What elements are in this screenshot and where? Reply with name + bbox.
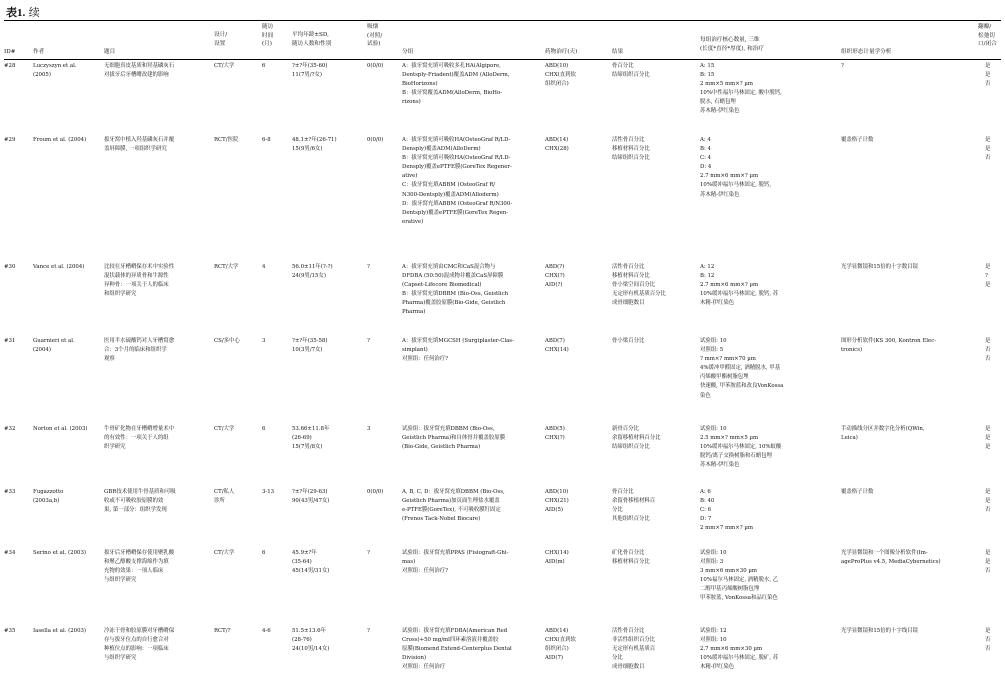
cell-time: 6 bbox=[262, 63, 266, 69]
cell-time: 4-6 bbox=[262, 628, 271, 634]
cell-dropout: 0(0/0) bbox=[367, 63, 384, 69]
cell-measurement: 试验组: 10 对照组: 5 ? mm×? mm×70 µm 4%缓冲甲醛固定, 酒精脱水, 甲基 丙烯酸甲酯树脂包埋 快速酸, 甲苯胺蓝和改良VonKossa 染色 bbox=[700, 338, 784, 399]
table-caption bbox=[6, 4, 40, 20]
header-groups: 分组 bbox=[402, 49, 414, 55]
cell-measurement: A: 12 B: 12 2.7 mm×6 mm×? µm 10%缓冲福尔马林固定, 脱钙, 苏 木精-伊红染色 bbox=[700, 264, 779, 307]
cell-groups: 试验组：拔牙窝充填DBBM (Bio-Oss, Geistlich Pharma)和自体骨并覆盖胶原膜 (Bio-Gide, Geistlich Pharma) bbox=[402, 426, 506, 451]
header-drugs: 药物治疗(天) bbox=[545, 49, 578, 55]
cell-title: 拔牙窝中植入羟基磷灰石并覆 盖屏障膜, 一项组织学研究 bbox=[104, 137, 175, 153]
cell-hole: 是 是 否 bbox=[985, 63, 991, 88]
cell-title: 无细胞真皮基质和羟基磷灰石 对拔牙后牙槽嵴改建的影响 bbox=[104, 63, 175, 79]
cell-title: GBR技术使用牛骨基质和可吸 收或不可吸收胶原膜的效 果, 第一部分：组织学发现 bbox=[104, 489, 176, 514]
cell-results: 新骨百分比 余留移植材料百分比 结缔组织百分比 bbox=[612, 426, 661, 451]
cell-author: Vance et al. (2004) bbox=[33, 264, 85, 270]
cell-groups: A：拔牙窝充填可吸收HA(OsteoGraf R/LD- Densply)覆盖ADM(AlloDerm) B：拔牙窝充填可吸收HA(OsteoGraf R/LD- Densply)覆盖ePTFE膜(GoreTex Regener- ative) C：拔牙窝充填ABBM (OsteoGraf R/ N300-Dentsply)覆盖ADM(Alloderm) D：拔牙窝充填ABBM (OsteoGraf R/N300- Dentsply)覆盖ePTFE膜(GoreTex Regen- erative) bbox=[402, 137, 513, 225]
cell-results: 活性骨百分比 非活性组织百分比 无定形有机基质百 分比 成骨细胞数目 bbox=[612, 628, 656, 671]
cell-analysis: 光学显微镜和15倍的十字线目镜 bbox=[841, 628, 918, 634]
cell-hole: 是 是 否 bbox=[985, 489, 991, 514]
cell-id: #33 bbox=[4, 489, 16, 495]
cell-design: RCT/医院 bbox=[214, 137, 239, 143]
cell-drugs: ABD(10) CHX(21) AID(5) bbox=[545, 489, 569, 514]
cell-groups: A：拔牙窝充填MGCSH (Surgiplaster-Clas- simplant) 对照组：任何治疗? bbox=[402, 338, 514, 363]
cell-patients: 56.0±11年(?-?) 24(9男/15女) bbox=[292, 264, 333, 280]
cell-dropout: ? bbox=[367, 338, 370, 344]
cell-measurement: A: 4 B: 4 C: 4 D: 4 2.7 mm×6 mm×? µm 10%缓冲福尔马林固定, 脱钙, 苏木精-伊红染色 bbox=[700, 137, 772, 198]
cell-measurement: 试验组: 12 对照组: 10 2.7 mm×6 mm×30 µm 10%缓冲福尔马林固定, 脱矿, 苏 木精-伊红染色 bbox=[700, 628, 779, 671]
header-design: 设计/ 设置 bbox=[214, 32, 228, 47]
header-time: 随访 时间 (月) bbox=[262, 24, 274, 48]
header-title: 题目 bbox=[104, 49, 116, 55]
cell-groups: A, B, C, D：拔牙窝充填DBBM (Bio-Oss, Geistlich Pharma)加页面生理盐水覆盖 e-PTFE膜(GoreTex), 不可吸收膜钉固定 (Frenos Tack-Nobel Biocare) bbox=[402, 489, 505, 523]
cell-drugs: ABD(5) CHX(?) bbox=[545, 426, 565, 442]
cell-hole: 是 ? 是 bbox=[985, 264, 991, 289]
cell-results: 活性骨百分比 移植材料百分比 结缔组织百分比 bbox=[612, 137, 650, 162]
cell-results: 活性骨百分比 移植材料百分比 骨小梁空间百分比 无定形有机基质百分比 成骨细胞数目 bbox=[612, 264, 666, 307]
cell-patients: 45.9±?年 (35-64) 45(14男/31女) bbox=[292, 550, 330, 575]
cell-time: 6 bbox=[262, 426, 266, 432]
cell-patients: ?±?年(35-58) 10(3男/7女) bbox=[292, 338, 328, 354]
header-dropout: 吸烟 (对照/ 试验) bbox=[367, 24, 383, 48]
cell-results: 骨百分比 结缔组织百分比 bbox=[612, 63, 650, 79]
cell-drugs: ABD(10) CHX(直到软 组织闭合) bbox=[545, 63, 576, 88]
cell-design: RCT/大学 bbox=[214, 264, 239, 270]
header-patients: 平均年龄±SD, 随访人数和性别 bbox=[292, 32, 332, 47]
cell-drugs: ABD(?) CHX(?) AID(?) bbox=[545, 264, 565, 289]
cell-dropout: 0(0/0) bbox=[367, 489, 384, 495]
caption-text: 续 bbox=[25, 6, 40, 19]
cell-drugs: ABD(14) CHX(28) bbox=[545, 137, 569, 153]
cell-hole: 是 否 否 bbox=[985, 628, 991, 653]
cell-title: 冷冻干骨和胶原膜对牙槽嵴保 存与拔牙位点的自行愈合对 种植位点的影响：一项临床 与组织学研究 bbox=[104, 628, 175, 662]
cell-dropout: 0(0/0) bbox=[367, 137, 384, 143]
cell-results: 骨小梁百分比 bbox=[612, 338, 645, 344]
cell-results: 矿化骨百分比 移植材料百分比 bbox=[612, 550, 650, 566]
cell-measurement: A: 6 B: 40 C: 6 D: 7 2 mm×7 mm×? µm bbox=[700, 489, 753, 532]
header-results: 结果 bbox=[612, 49, 624, 55]
cell-measurement: A: 15 B: 15 2 mm×5 mm×? µm 10%中性福尔马林固定, 酸中脱钙, 脱水, 石蜡包埋 苏木精-伊红染色 bbox=[700, 63, 782, 115]
cell-author: Guarnieri et al. (2004) bbox=[33, 338, 75, 354]
cell-measurement: 试验组: 10 2.5 mm×? mm×5 µm 10%缓冲福尔马林固定, 10%蚁酸 脱钙/离子交换树脂和石蜡包埋 苏木精-伊红染色 bbox=[700, 426, 782, 469]
cell-author: Fugazzotto (2003a,b) bbox=[33, 489, 64, 505]
cell-groups: A：拔牙窝充填可吸收多孔HA(Algipore, Dentsply-Friadent)覆盖ADM (AlloDerm, BioHorizons) B：拔牙窝覆盖ADM(AlloDerm, BioHo- rizons) bbox=[402, 63, 510, 106]
cell-time: 3 bbox=[262, 338, 266, 344]
cell-patients: ?±?年(35-60) 11(7男/?女) bbox=[292, 63, 328, 79]
cell-analysis: 图形分析软件(KS 300, Kontron Elec- tronics) bbox=[841, 338, 937, 354]
cell-patients: ?±?年(29-63) 90(43男/47女) bbox=[292, 489, 330, 505]
cell-analysis: 光学显微镜和一个图像分析软件(Im- ageProPlus v4.5, MediaCybernetics) bbox=[841, 550, 941, 566]
cell-hole: 是 是 否 bbox=[985, 137, 991, 162]
cell-title: 医用半水硫酸钙对人牙槽窝愈 合：3个月的临床和组织学 观察 bbox=[104, 338, 175, 363]
cell-hole: 是 否 否 bbox=[985, 338, 991, 363]
cell-id: #34 bbox=[4, 550, 16, 556]
cell-patients: 51.5±13.6年 (28-76) 24(10男/14女) bbox=[292, 628, 330, 653]
cell-id: #29 bbox=[4, 137, 16, 143]
cell-id: #30 bbox=[4, 264, 16, 270]
caption-label: 表1. bbox=[6, 7, 26, 19]
cell-analysis: ? bbox=[841, 63, 844, 69]
cell-author: Froum et al. (2004) bbox=[33, 137, 87, 143]
cell-design: CT/大学 bbox=[214, 426, 235, 432]
top-rule bbox=[4, 20, 1001, 21]
cell-groups: 试验组：拔牙窝充填FDBA(American Red Cross)+50 mg/ml四环素溶液并覆盖胶 原膜(Biomend Extend-Centerplus Dental Division) 对照组：任何治疗 bbox=[402, 628, 512, 671]
cell-author: Norton et al. (2003) bbox=[33, 426, 88, 432]
header-analysis: 组织形态计量学分析 bbox=[841, 49, 892, 55]
cell-id: #31 bbox=[4, 338, 16, 344]
header-id: ID# bbox=[4, 49, 16, 55]
cell-dropout: ? bbox=[367, 628, 370, 634]
cell-hole: 是 是 否 bbox=[985, 550, 991, 575]
cell-author: Serino et al. (2003) bbox=[33, 550, 86, 556]
cell-patients: 53.66±11.8年 (26-69) 15(7男/8女) bbox=[292, 426, 330, 451]
cell-time: 4 bbox=[262, 264, 266, 270]
cell-title: 拔牙后牙槽嵴保存使用聚乳酸 和聚乙醇酸支撑海绵作为填 充物的效果：一项人临床 与组织学研究 bbox=[104, 550, 175, 584]
cell-hole: 是 是 是 bbox=[985, 426, 991, 451]
cell-design: RCT/? bbox=[214, 628, 231, 634]
cell-design: CT/大学 bbox=[214, 550, 235, 556]
header-rule bbox=[4, 59, 1001, 60]
cell-drugs: CHX(14) AID(m) bbox=[545, 550, 569, 566]
cell-dropout: 3 bbox=[367, 426, 371, 432]
cell-analysis: 覆盖格子计数 bbox=[841, 489, 874, 495]
cell-author: Iasella et al. (2003) bbox=[33, 628, 87, 634]
cell-dropout: ? bbox=[367, 264, 370, 270]
cell-patients: 48.1±?年(26-71) 15(9男/6女) bbox=[292, 137, 337, 153]
cell-dropout: ? bbox=[367, 550, 370, 556]
cell-measurement: 试验组: 10 对照组: 3 3 mm×6 mm×30 µm 10%福尔马林固定, 酒精脱水, 乙 二醇甲基丙烯酸树脂包埋 甲苯胺蓝, VonKossa和品红染色 bbox=[700, 550, 779, 602]
cell-title: 牛骨矿化物在牙槽嵴增量术中 的有效性：一项关于人的组 织学研究 bbox=[104, 426, 175, 451]
cell-title: 比较在牙槽嵴保存术中实验性 混状载体的异质骨和牛源性 异种骨：一项关于人的临床 和组织学研究 bbox=[104, 264, 175, 298]
cell-analysis: 覆盖格子计数 bbox=[841, 137, 874, 143]
header-measurement: 每组治疗核心数量, 三维 (长度*直径*厚度), 和治疗 bbox=[700, 37, 764, 52]
header-author: 作者 bbox=[33, 49, 45, 55]
cell-time: 6-8 bbox=[262, 137, 271, 143]
cell-groups: A：拔牙窝充填由CMC和CaS混合物与 DFDBA (50:50)混成物并覆盖CaS屏障膜 (Capset-Lifecore Biomedical) B：拔牙窝充填DBBM (Bio-Oss, Geistlich Pharma)覆盖胶原膜(Bio-Gide, Geistlich Pharma) bbox=[402, 264, 509, 316]
cell-drugs: ABD(14) CHX(直到软 组织闭合) AID(7) bbox=[545, 628, 576, 662]
header-hole: 翻瓣/ 松弛切 口/闭合 bbox=[978, 24, 997, 48]
cell-id: #32 bbox=[4, 426, 16, 432]
cell-author: Luczyszyn et al. (2005) bbox=[33, 63, 77, 79]
cell-time: 6 bbox=[262, 550, 266, 556]
cell-analysis: 光学显微镜和15倍的十字数目镜 bbox=[841, 264, 918, 270]
cell-analysis: 手动描线分区并数字化分析(QWin, Leica) bbox=[841, 426, 925, 442]
cell-design: CS/多中心 bbox=[214, 338, 240, 344]
cell-results: 骨百分比 余留骨移植材料百 分比 其他组织百分比 bbox=[612, 489, 656, 523]
cell-design: CT/大学 bbox=[214, 63, 235, 69]
cell-id: #28 bbox=[4, 63, 16, 69]
cell-groups: 试验组：拔牙窝充填PPAS (Fisiograft-Ghi- mas) 对照组：任何治疗? bbox=[402, 550, 509, 575]
cell-drugs: ABD(7) CHX(14) bbox=[545, 338, 569, 354]
cell-time: 3-13 bbox=[262, 489, 275, 495]
cell-design: CT/私人 诊所 bbox=[214, 489, 235, 505]
cell-id: #35 bbox=[4, 628, 16, 634]
